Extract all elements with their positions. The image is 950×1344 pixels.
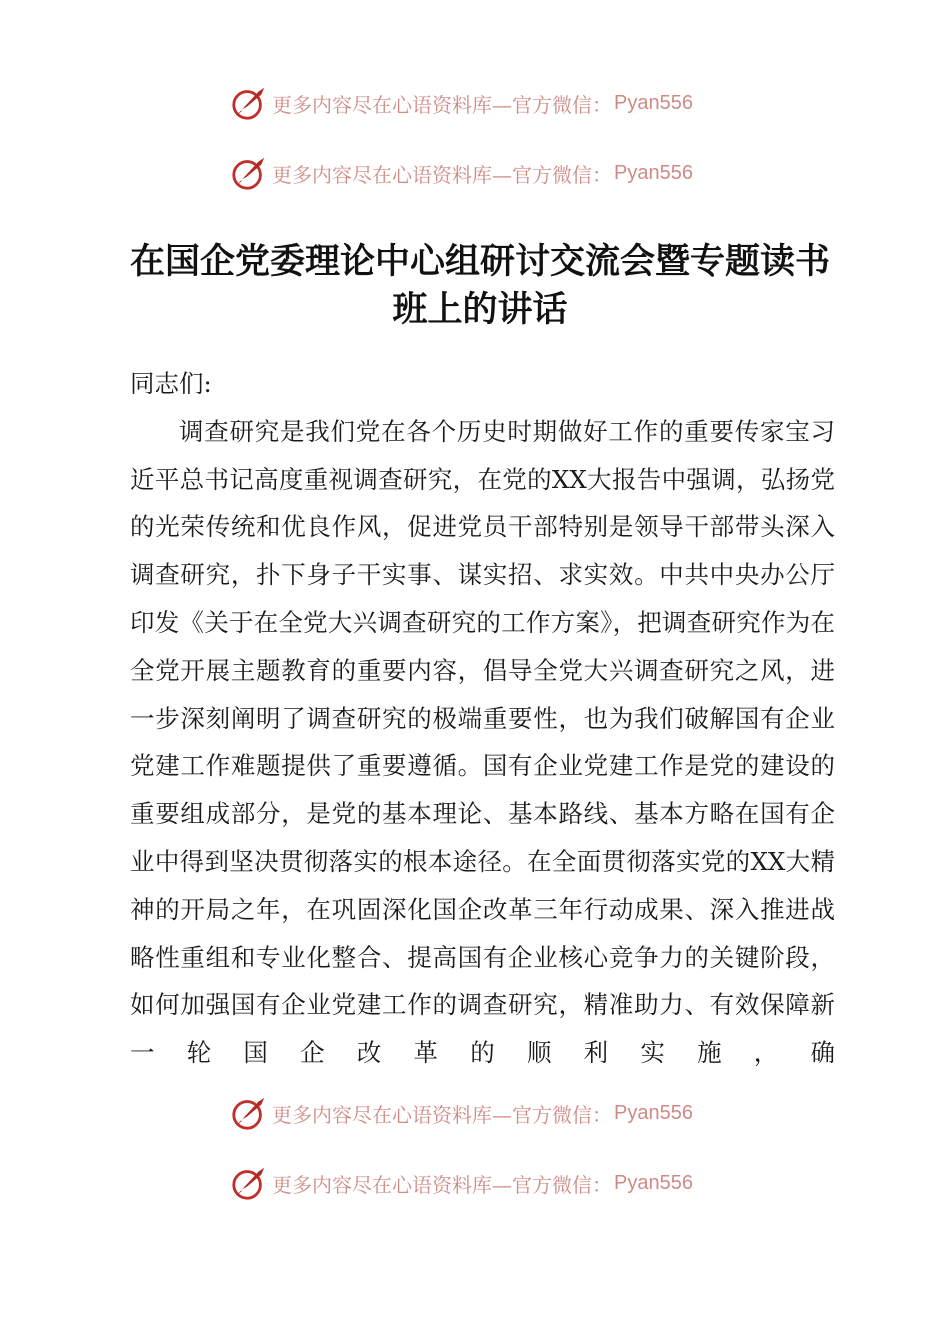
- watermark-wechat-id: Pyan556: [614, 1101, 693, 1124]
- document-body: [130, 360, 835, 1077]
- watermark-text: 更多内容尽在心语资料库—官方微信：: [272, 162, 612, 187]
- greeting: 同志们:: [130, 369, 212, 398]
- watermark-text: 更多内容尽在心语资料库—官方微信：: [272, 1172, 612, 1197]
- body-paragraph: 调查研究是我们党在各个历史时期做好工作的重要传家宝习近平总书记高度重视调查研究，在党的XX大报告中强调，弘扬党的光荣传统和优良作风，促进党员干部特别是领导干部带头深入调查研究，扑下身子干实事、谋实招、求实效。中共中央办公厅印发《关于在全党大兴调查研究的工作方案》，把调查研究作为在全党开展主题教育的重要内容，倡导全党大兴调查研究之风，进一步深刻阐明了调查研究的极端重要性，也为我们破解国有企业党建工作难题提供了重要遵循。国有企业党建工作是党的建设的重要组成部分，是党的基本理论、基本路线、基本方略在国有企业中得到坚决贯彻落实的根本途径。在全面贯彻落实党的XX大精神的开局之年，在巩固深化国企改革三年行动成果、深入推进战略性重组和专业化整合、提高国有企业核心竞争力的关键阶段，如何加强国有企业党建工作的调查研究，精准助力、有效保障新一轮国企改革的顺利实施，确: [130, 416, 835, 1068]
- watermark-wechat-id: Pyan556: [614, 161, 693, 184]
- watermark-text: 更多内容尽在心语资料库—官方微信：: [272, 1102, 612, 1127]
- title-line-1: 在国企党委理论中心组研讨交流会暨专题读书: [129, 241, 830, 282]
- watermark-wechat-id: Pyan556: [614, 91, 693, 114]
- pen-logo-icon: [230, 1094, 268, 1132]
- pen-logo-icon: [230, 154, 268, 192]
- document-title: [100, 238, 860, 334]
- watermark-wechat-id: Pyan556: [614, 1171, 693, 1194]
- watermark-bottom-2: [230, 1163, 693, 1203]
- watermark-text: 更多内容尽在心语资料库—官方微信：: [272, 92, 612, 117]
- pen-logo-icon: [230, 84, 268, 122]
- pen-logo-icon: [230, 1164, 268, 1202]
- watermark-top-1: [230, 83, 693, 123]
- watermark-bottom-1: [230, 1093, 693, 1133]
- watermark-top-2: [230, 153, 693, 193]
- title-line-2: 班上的讲话: [392, 289, 568, 330]
